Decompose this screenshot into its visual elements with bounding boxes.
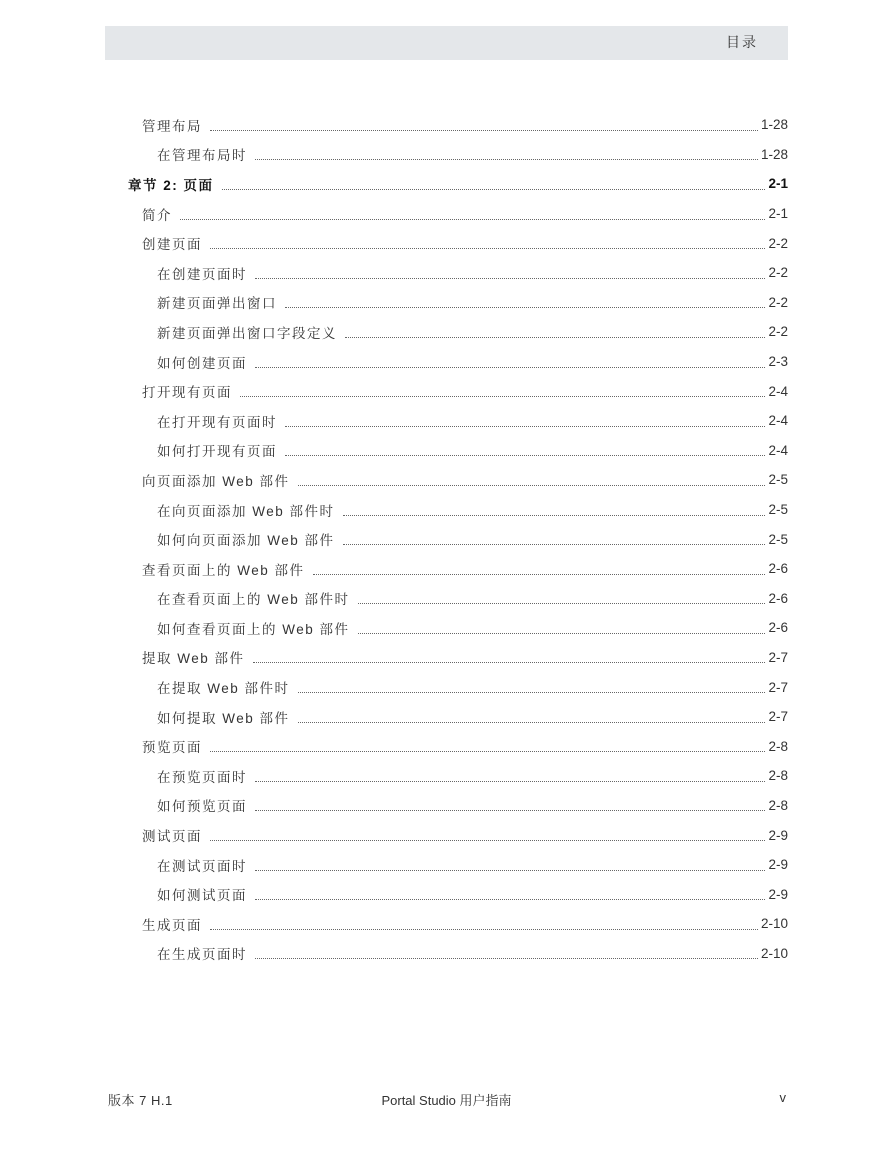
toc-entry-title: 如何创建页面 <box>157 355 247 371</box>
toc-dot-leader <box>285 425 765 427</box>
toc-entry-page: 2-7 <box>768 709 788 725</box>
toc-dot-leader <box>298 691 766 693</box>
toc-entry-title: 在提取 Web 部件时 <box>157 681 290 697</box>
toc-entry[interactable] <box>126 702 788 732</box>
toc-dot-leader <box>345 336 765 338</box>
toc-entry-page: 2-5 <box>768 502 788 518</box>
toc-entry-title: 如何查看页面上的 Web 部件 <box>157 621 350 637</box>
toc-entry-title: 在生成页面时 <box>157 947 247 963</box>
toc-dot-leader <box>343 543 766 545</box>
toc-entry-title: 在管理布局时 <box>157 148 247 164</box>
toc-dot-leader <box>210 750 765 752</box>
toc-entry[interactable] <box>126 140 788 170</box>
toc-entry[interactable] <box>126 879 788 909</box>
toc-entry-page: 2-6 <box>768 561 788 577</box>
footer-guide-title: Portal Studio 用户指南 <box>381 1093 512 1108</box>
toc-entry-title: 在创建页面时 <box>157 266 247 282</box>
toc-entry-page: 2-3 <box>768 354 788 370</box>
toc-entry-page: 1-28 <box>760 146 788 162</box>
toc-dot-leader <box>255 898 765 900</box>
toc-entry-page: 1-28 <box>760 117 788 133</box>
toc-entry-title: 测试页面 <box>142 829 202 845</box>
toc-entry-page: 2-2 <box>768 294 788 310</box>
toc-entry[interactable] <box>126 110 788 140</box>
footer-page-number: v <box>779 1090 786 1105</box>
toc-entry-title: 提取 Web 部件 <box>142 651 245 667</box>
toc-entry-title: 新建页面弹出窗口字段定义 <box>157 325 337 341</box>
toc-entry[interactable] <box>126 465 788 495</box>
toc-entry-title: 创建页面 <box>142 237 202 253</box>
toc-entry[interactable] <box>126 791 788 821</box>
toc-entry-title: 如何向页面添加 Web 部件 <box>157 533 335 549</box>
toc-entry[interactable] <box>126 554 788 584</box>
toc-entry[interactable] <box>126 731 788 761</box>
toc-entry[interactable] <box>126 406 788 436</box>
toc-dot-leader <box>210 129 758 131</box>
toc-entry[interactable] <box>126 524 788 554</box>
toc-entry-page: 2-1 <box>768 206 788 222</box>
toc-entry-title: 在打开现有页面时 <box>157 414 277 430</box>
toc-dot-leader <box>343 514 766 516</box>
toc-entry-page: 2-2 <box>768 324 788 340</box>
toc-entry-page: 2-7 <box>768 649 788 665</box>
toc-entry-page: 2-6 <box>768 590 788 606</box>
toc-entry[interactable] <box>126 199 788 229</box>
toc-entry-page: 2-8 <box>768 738 788 754</box>
toc-entry-page: 2-5 <box>768 531 788 547</box>
toc-entry-title: 在测试页面时 <box>157 858 247 874</box>
toc-dot-leader <box>298 484 766 486</box>
toc-dot-leader <box>358 632 766 634</box>
toc-chapter-entry[interactable] <box>126 169 788 199</box>
toc-entry-page: 2-4 <box>768 383 788 399</box>
toc-dot-leader <box>180 218 765 220</box>
toc-entry-title: 如何测试页面 <box>157 888 247 904</box>
toc-entry[interactable] <box>126 495 788 525</box>
toc-entry-page: 2-8 <box>768 797 788 813</box>
toc-dot-leader <box>255 957 758 959</box>
toc-dot-leader <box>255 809 765 811</box>
toc-entry[interactable] <box>126 288 788 318</box>
toc-entry-page: 2-2 <box>768 265 788 281</box>
toc-entry-title: 在查看页面上的 Web 部件时 <box>157 592 350 608</box>
toc-entry-page: 2-10 <box>760 945 788 961</box>
toc-entry[interactable] <box>126 643 788 673</box>
toc-dot-leader <box>255 158 758 160</box>
toc-dot-leader <box>210 839 765 841</box>
toc-entry[interactable] <box>126 347 788 377</box>
toc-entry-title: 管理布局 <box>142 118 202 134</box>
toc-entry[interactable] <box>126 376 788 406</box>
toc-dot-leader <box>255 780 765 782</box>
toc-entry[interactable] <box>126 672 788 702</box>
toc-entry-title: 章节 2: 页面 <box>128 177 214 193</box>
toc-entry-page: 2-7 <box>768 679 788 695</box>
toc-dot-leader <box>298 721 766 723</box>
toc-entry[interactable] <box>126 850 788 880</box>
toc-dot-leader <box>222 188 766 190</box>
toc-entry-title: 如何打开现有页面 <box>157 444 277 460</box>
toc-entry-title: 查看页面上的 Web 部件 <box>142 562 305 578</box>
toc-entry-title: 在向页面添加 Web 部件时 <box>157 503 335 519</box>
toc-entry-page: 2-9 <box>768 857 788 873</box>
toc-dot-leader <box>240 395 765 397</box>
toc-entry[interactable] <box>126 584 788 614</box>
toc-entry[interactable] <box>126 909 788 939</box>
toc-entry-title: 新建页面弹出窗口 <box>157 296 277 312</box>
toc-entry[interactable] <box>126 761 788 791</box>
toc-entry-title: 如何提取 Web 部件 <box>157 710 290 726</box>
toc-entry[interactable] <box>126 613 788 643</box>
toc-entry-page: 2-8 <box>768 768 788 784</box>
header-band <box>105 26 788 60</box>
toc-dot-leader <box>210 247 765 249</box>
toc-entry-page: 2-2 <box>768 235 788 251</box>
toc-entry-page: 2-4 <box>768 413 788 429</box>
toc-entry-page: 2-10 <box>760 916 788 932</box>
toc-entry-title: 简介 <box>142 207 172 223</box>
toc-dot-leader <box>253 661 766 663</box>
toc-dot-leader <box>255 366 765 368</box>
toc-entry-title: 预览页面 <box>142 740 202 756</box>
toc-entry-title: 在预览页面时 <box>157 769 247 785</box>
toc-dot-leader <box>313 573 766 575</box>
toc-entry[interactable] <box>126 258 788 288</box>
footer-version: 版本 7 H.1 <box>108 1093 173 1108</box>
toc-entry-page: 2-1 <box>768 176 788 192</box>
toc-dot-leader <box>255 277 765 279</box>
toc-entry-title: 如何预览页面 <box>157 799 247 815</box>
toc-dot-leader <box>285 306 765 308</box>
header-title: 目录 <box>726 34 758 50</box>
toc-entry-title: 向页面添加 Web 部件 <box>142 473 290 489</box>
toc-entry[interactable] <box>126 820 788 850</box>
toc-dot-leader <box>210 928 758 930</box>
toc-entry-page: 2-6 <box>768 620 788 636</box>
table-of-contents <box>126 110 788 968</box>
toc-entry-title: 生成页面 <box>142 917 202 933</box>
toc-dot-leader <box>255 869 765 871</box>
toc-entry-page: 2-9 <box>768 827 788 843</box>
toc-entry-page: 2-5 <box>768 472 788 488</box>
toc-dot-leader <box>358 602 766 604</box>
toc-entry[interactable] <box>126 317 788 347</box>
toc-entry[interactable] <box>126 228 788 258</box>
toc-entry-title: 打开现有页面 <box>142 385 232 401</box>
toc-entry-page: 2-4 <box>768 442 788 458</box>
toc-entry[interactable] <box>126 436 788 466</box>
toc-entry-page: 2-9 <box>768 886 788 902</box>
toc-entry[interactable] <box>126 939 788 969</box>
toc-dot-leader <box>285 454 765 456</box>
